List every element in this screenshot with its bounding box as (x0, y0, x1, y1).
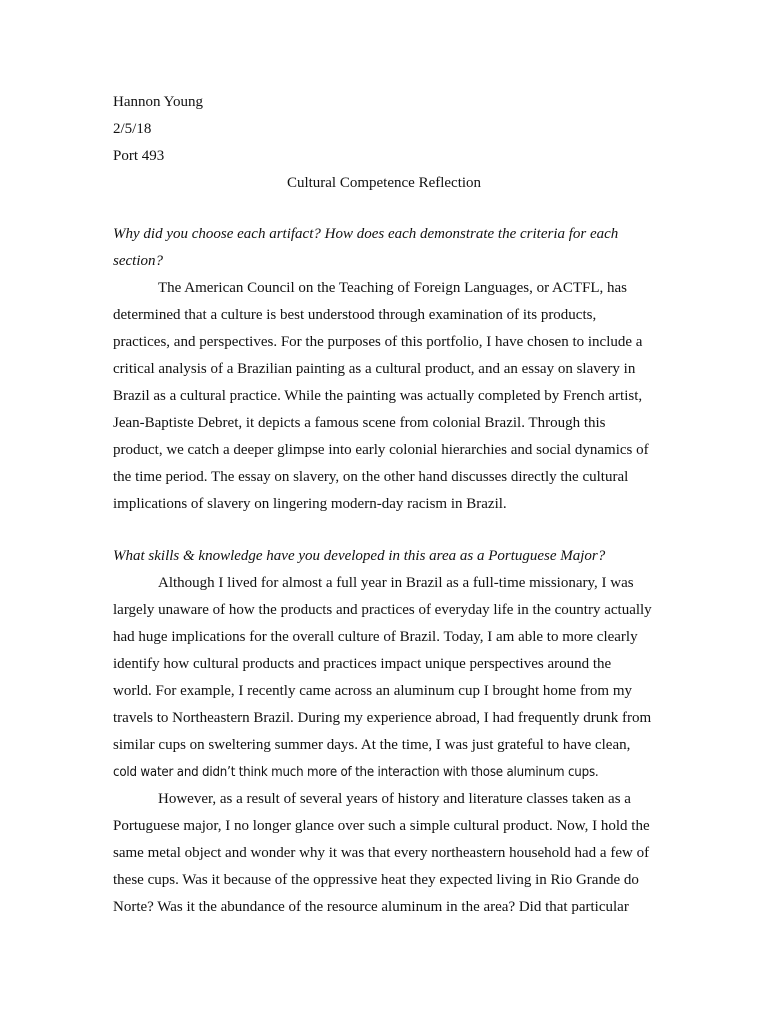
question-line: Why did you choose each artifact? How does each demonstrate the criteria for each (113, 226, 619, 242)
paragraph-line: these cups. Was it because of the oppressive heat they expected living in Rio Grande do (113, 872, 639, 888)
paragraph-line: critical analysis of a Brazilian painting as a cultural product, and an essay on slavery in (113, 361, 636, 377)
section-1-question (113, 221, 673, 275)
paragraph-line: The American Council on the Teaching of Foreign Languages, or ACTFL, has (158, 280, 627, 296)
paragraph-line: largely unaware of how the products and practices of everyday life in the country actually (113, 602, 652, 618)
section-2 (113, 543, 673, 921)
section-2-paragraph-2 (113, 786, 673, 921)
section-2-question (113, 543, 673, 570)
paragraph-line: had huge implications for the overall culture of Brazil. Today, I am able to more clearly (113, 629, 638, 645)
paragraph-line: Portuguese major, I no longer glance over such a simple cultural product. Now, I hold the (113, 818, 650, 834)
paragraph-line: travels to Northeastern Brazil. During my experience abroad, I had frequently drunk from (113, 710, 652, 726)
course-code: Port 493 (113, 148, 165, 164)
question-line: What skills & knowledge have you developed in this area as a Portuguese Major? (113, 548, 606, 564)
section-1 (113, 221, 673, 518)
paragraph-line: implications of slavery on lingering modern-day racism in Brazil. (113, 496, 507, 512)
paragraph-line: same metal object and wonder why it was that every northeastern household had a few of (113, 845, 650, 861)
paragraph-line: cold water and didn’t think much more of the interaction with those aluminum cups. (113, 765, 599, 780)
paragraph-line: Norte? Was it the abundance of the resource aluminum in the area? Did that particular (113, 899, 629, 915)
paragraph-line: practices, and perspectives. For the purposes of this portfolio, I have chosen to include a (113, 334, 643, 350)
section-2-paragraph-1 (113, 570, 673, 786)
section-1-paragraph-1 (113, 275, 673, 518)
paragraph-line: similar cups on sweltering summer days. At the time, I was just grateful to have clean, (113, 737, 631, 753)
paragraph-line: the time period. The essay on slavery, on the other hand discusses directly the cultural (113, 469, 629, 485)
paragraph-line: world. For example, I recently came across an aluminum cup I brought home from my (113, 683, 633, 699)
paragraph-line: However, as a result of several years of history and literature classes taken as a (158, 791, 631, 807)
author-name: Hannon Young (113, 94, 204, 110)
paragraph-line: determined that a culture is best understood through examination of its products, (113, 307, 597, 323)
document-title: Cultural Competence Reflection (286, 175, 482, 191)
paragraph-line: Although I lived for almost a full year in Brazil as a full-time missionary, I was (158, 575, 634, 591)
paragraph-line: Brazil as a cultural practice. While the painting was actually completed by French artist, (113, 388, 643, 404)
document-date: 2/5/18 (113, 121, 152, 137)
paragraph-line: identify how cultural products and practices impact unique perspectives around the (113, 656, 612, 672)
paragraph-line: product, we catch a deeper glimpse into early colonial hierarchies and social dynamics of (113, 442, 649, 458)
question-line: section? (113, 253, 163, 269)
paragraph-line: Jean-Baptiste Debret, it depicts a famous scene from colonial Brazil. Through this (113, 415, 606, 431)
